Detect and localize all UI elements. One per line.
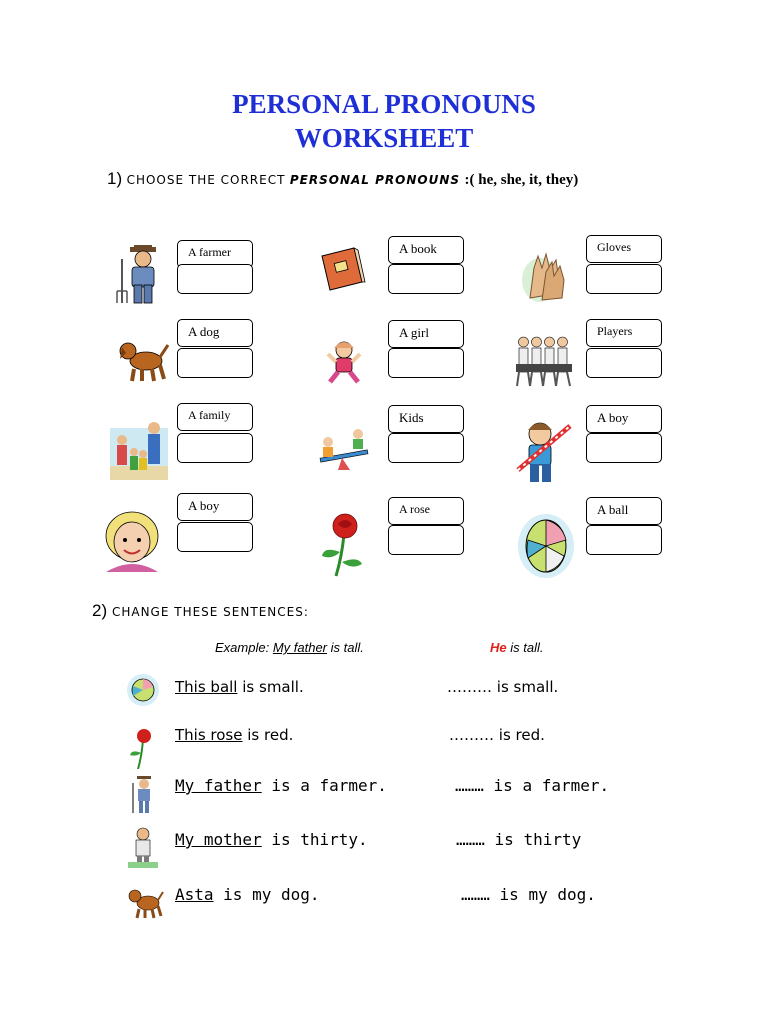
answer-5 — [461, 885, 596, 904]
answer-box-boy-2[interactable] — [177, 522, 253, 552]
sentence-2-subject: This rose — [175, 726, 243, 744]
item-label-book: A book — [388, 236, 464, 264]
rose-small-icon — [128, 727, 158, 773]
item-label-dog: A dog — [177, 319, 253, 347]
sentence-5 — [175, 885, 320, 904]
item-label-boy-2: A boy — [177, 493, 253, 521]
answer-box-kids[interactable] — [388, 433, 464, 463]
section2-instruction — [92, 601, 309, 621]
book-icon — [318, 244, 368, 298]
answer-box-rose[interactable] — [388, 525, 464, 555]
ball-icon — [516, 510, 576, 584]
sentence-3 — [175, 776, 387, 795]
example-subject: My father — [272, 640, 328, 655]
sentence-4 — [175, 830, 368, 849]
dog-small-icon — [127, 884, 165, 924]
answer-4-rest: is thirty — [494, 830, 582, 849]
answer-1 — [447, 678, 558, 696]
answer-5-rest: is my dog. — [499, 885, 596, 904]
girl-icon — [326, 340, 362, 388]
section2-instruction-text: CHANGE THESE SENTENCES: — [111, 605, 309, 619]
answer-box-book[interactable] — [388, 264, 464, 294]
item-label-ball: A ball — [586, 497, 662, 525]
item-label-family: A family — [177, 403, 253, 431]
boy-face-icon — [102, 510, 162, 576]
answer-box-players[interactable] — [586, 348, 662, 378]
answer-2-rest: is red. — [498, 726, 545, 744]
sentence-1-rest: is small. — [242, 678, 304, 696]
answer-1-rest: is small. — [496, 678, 559, 696]
answer-3 — [455, 776, 609, 795]
farmer-small-icon — [128, 775, 158, 819]
players-icon — [516, 334, 572, 392]
sentence-1 — [175, 678, 304, 696]
farmer-icon — [112, 245, 172, 309]
example-answer-pronoun: He — [490, 640, 507, 655]
item-label-boy-1: A boy — [586, 405, 662, 433]
answer-box-girl[interactable] — [388, 348, 464, 378]
answer-3-blank[interactable]: ……… — [455, 776, 484, 795]
example-sentence — [215, 640, 364, 655]
answer-5-blank[interactable]: ……… — [461, 885, 490, 904]
sentence-5-rest: is my dog. — [223, 885, 320, 904]
dog-icon — [118, 335, 170, 387]
answer-3-rest: is a farmer. — [493, 776, 610, 795]
sentence-3-subject: My father — [175, 776, 262, 795]
sentence-4-subject: My mother — [175, 830, 262, 849]
answer-box-farmer[interactable] — [177, 264, 253, 294]
section1-instruction-text: CHOOSE THE CORRECT — [126, 173, 286, 187]
sentence-1-subject: This ball — [175, 678, 238, 696]
answer-2 — [449, 726, 545, 744]
sentence-2-rest: is red. — [247, 726, 294, 744]
rose-icon — [318, 512, 368, 582]
answer-box-boy-1[interactable] — [586, 433, 662, 463]
sentence-3-rest: is a farmer. — [271, 776, 387, 795]
item-label-girl: A girl — [388, 320, 464, 348]
answer-box-dog[interactable] — [177, 348, 253, 378]
answer-box-gloves[interactable] — [586, 264, 662, 294]
gloves-icon — [520, 248, 572, 310]
ball-small-icon — [126, 673, 160, 711]
section2-number: 2) — [92, 601, 108, 620]
section1-options: ( he, she, it, they) — [469, 172, 579, 188]
family-icon — [110, 418, 168, 484]
answer-4-blank[interactable]: ……… — [456, 830, 485, 849]
page-subtitle: WORKSHEET — [294, 123, 474, 153]
kids-icon — [318, 428, 370, 474]
item-label-rose: A rose — [388, 497, 464, 525]
item-label-kids: Kids — [388, 405, 464, 433]
sentence-5-subject: Asta — [175, 885, 214, 904]
sentence-2 — [175, 726, 293, 744]
item-label-players: Players — [586, 319, 662, 347]
boy-icon — [514, 418, 574, 488]
item-label-gloves: Gloves — [586, 235, 662, 263]
page-title: PERSONAL PRONOUNS — [232, 89, 536, 119]
section1-instruction-emphasis: PERSONAL PRONOUNS — [289, 173, 461, 187]
section1-number: 1) — [107, 169, 123, 188]
answer-1-blank[interactable]: ……… — [447, 678, 492, 696]
answer-box-family[interactable] — [177, 433, 253, 463]
section1-instruction — [107, 169, 578, 189]
example-prefix: Example: — [215, 640, 270, 655]
mother-small-icon — [128, 826, 158, 872]
example-rest: is tall. — [330, 640, 364, 655]
answer-box-ball[interactable] — [586, 525, 662, 555]
section1-colon: : — [464, 172, 470, 188]
answer-2-blank[interactable]: ……… — [449, 726, 494, 744]
answer-4 — [456, 830, 581, 849]
example-answer-rest: is tall. — [510, 640, 544, 655]
sentence-4-rest: is thirty. — [271, 830, 368, 849]
example-answer — [490, 640, 543, 655]
item-label-farmer: A farmer — [177, 240, 253, 268]
